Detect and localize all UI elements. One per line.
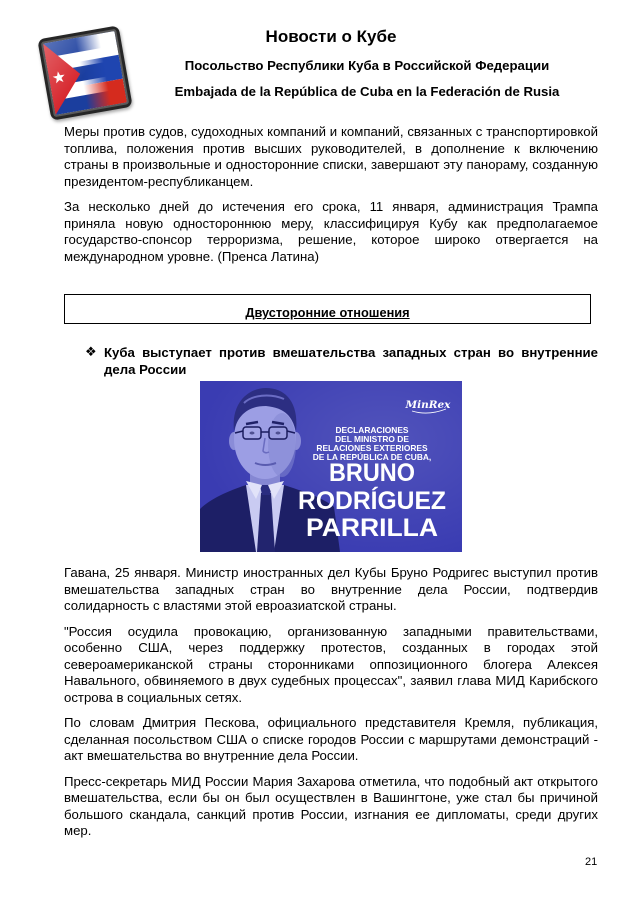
embassy-name-ru: Посольство Республики Куба в Российской Федерации [184, 58, 550, 73]
photo-caption-line: DEL MINISTRO DE [335, 434, 409, 444]
photo-name-line: PARRILLA [306, 514, 438, 542]
photo-caption-line: RELACIONES EXTERIORES [316, 443, 428, 453]
paragraph: "Россия осудила провокацию, организованную западными правительствами, особенно США, через поддержку протестов, созданных в городах этой североамериканской страны сторонниками оппозиционного блогера Алексея Навального, обвиняемого в двух судебных процессах", заявил глава МИД Карибского острова в социальных сетях. [64, 623, 598, 705]
page-title: Новости о Кубе [265, 27, 397, 46]
glasses-lens-right [269, 427, 287, 439]
news-headline [64, 344, 598, 378]
section-heading-box [64, 294, 591, 324]
paragraph: За несколько дней до истечения его срока, 11 января, администрация Трампа приняла новую одностороннюю меру, классифицируя Кубу как предполагаемое государство-спонсор терроризма, решение, которое широко отвергается на международном уровне. (Пренса Латина) [64, 199, 598, 264]
paragraph: Гавана, 25 января. Министр иностранных дел Кубы Бруно Родригес выступил против вмешательства западных стран во внутренние дела России, подтвердив солидарность с властями этой евроазиатской страны. [64, 565, 598, 613]
minister-photo [200, 381, 462, 552]
article-text [64, 565, 598, 849]
paragraph: По словам Дмитрия Пескова, официального представителя Кремля, публикация, сделанная посольством США о списке городов России с маршрутами демонстраций - акт вмешательства во внутренние дела России. [64, 715, 598, 763]
photo-name-line: RODRÍGUEZ [298, 487, 448, 515]
photo-name-line: BRUNO [329, 459, 415, 487]
section-heading: Двусторонние отношения [245, 305, 410, 320]
photo-caption-line: DE LA REPÚBLICA DE CUBA, [312, 452, 432, 462]
embassy-name-es: Embajada de la República de Cuba en la Federación de Rusia [174, 84, 560, 99]
paragraph: Меры против судов, судоходных компаний и компаний, связанных с транспортировкой топлива, положения против высших руководителей, в дополнение к включению страны в произвольные и односторонние списки, завершают эту панораму, созданную президентом-республиканцем. [64, 124, 598, 189]
glasses-lens-left [243, 427, 261, 439]
minrex-logo-text: MinRex [405, 399, 451, 411]
news-photo [200, 381, 462, 552]
paragraph: Пресс-секретарь МИД России Мария Захарова отметила, что подобный акт открытого вмешательства, если бы он был осуществлен в Вашингтоне, уже стал бы причиной большого скандала, санкций против России, изгнания ее дипломаты, среди других мер. [64, 773, 598, 838]
page-number: 21 [585, 856, 598, 868]
photo-caption-line: DECLARACIONES [335, 425, 409, 435]
diamond-bullet-icon: ❖ [85, 345, 97, 360]
intro-text [64, 124, 598, 274]
headline-text: Куба выступает против вмешательства западных стран во внутренние дела России [104, 345, 598, 377]
